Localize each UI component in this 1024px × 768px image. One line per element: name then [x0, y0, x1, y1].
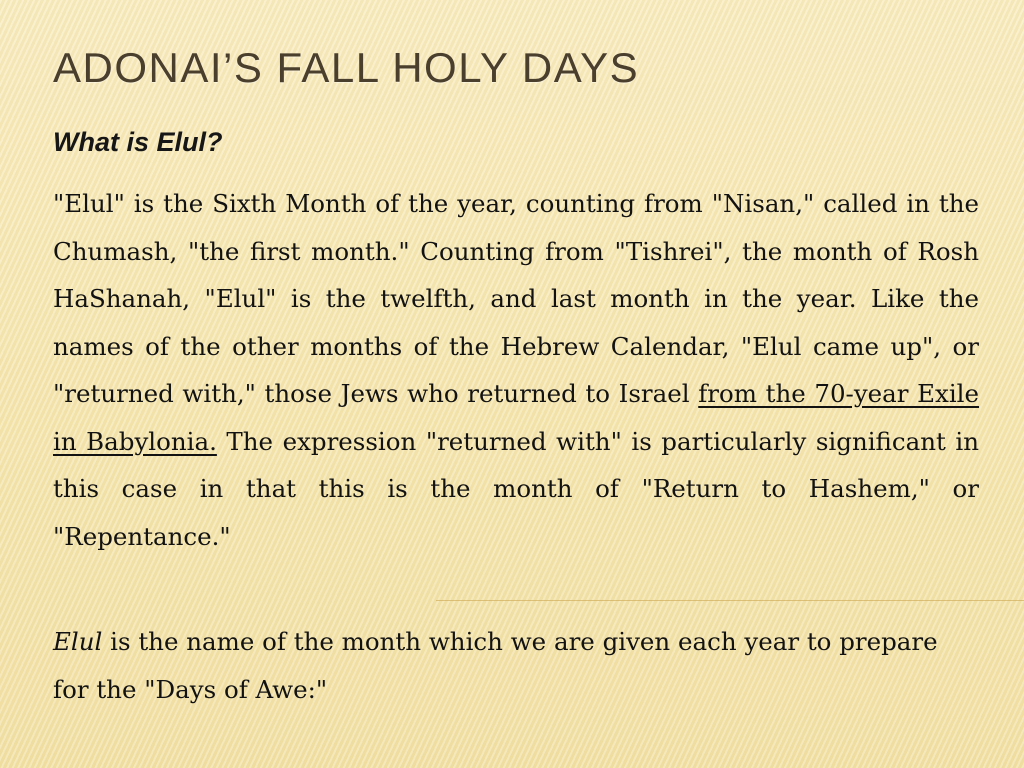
paragraph-text-continued: The expression "returned with" is particularly significant in this case in that this is the month of "Return to Hashem," or "Repentance."	[53, 426, 979, 551]
slide-title: ADONAI’S FALL HOLY DAYS	[53, 44, 640, 91]
slide-subtitle: What is Elul?	[53, 127, 223, 157]
exile-link[interactable]: from the 70-year Exile in Babylonia.	[53, 379, 980, 456]
italic-elul: Elul	[53, 627, 103, 656]
paragraph-elul-purpose	[53, 618, 979, 713]
paragraph-text: "Elul" is the Sixth Month of the year, counting from "Nisan," called in the Chumash, "the first month." Counting from "Tishrei", the month of Rosh HaShanah, "Elul" is the twelfth, and last month in the year. Like the names of the other months of the Hebrew Calendar, "Elul came up", or "returned with," those Jews who returned to Israel	[53, 189, 979, 408]
paragraph-elul-description	[53, 180, 979, 560]
paragraph-purpose-text: is the name of the month which we are given each year to prepare for the "Days of Awe:"	[53, 627, 938, 704]
decorative-divider	[436, 600, 1024, 601]
